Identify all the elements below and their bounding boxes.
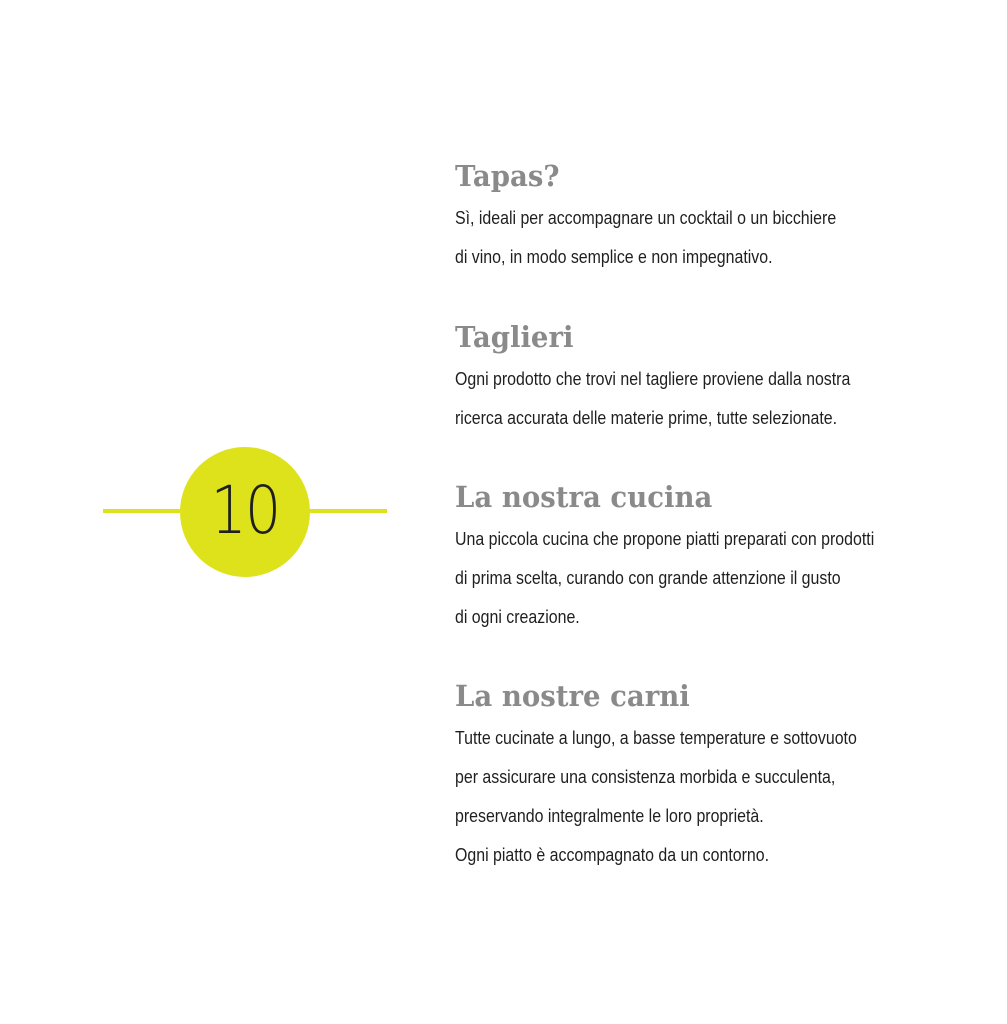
section-body xyxy=(455,718,955,874)
section-body xyxy=(455,519,955,636)
section-title: La nostra cucina xyxy=(455,480,713,514)
body-line: Ogni prodotto che trovi nel tagliere proviene dalla nostra xyxy=(455,368,851,389)
body-line: di vino, in modo semplice e non impegnativo. xyxy=(455,246,773,267)
body-line: di prima scelta, curando con grande attenzione il gusto xyxy=(455,567,841,588)
body-line: Tutte cucinate a lungo, a basse temperature e sottovuoto xyxy=(455,727,857,748)
body-line: ricerca accurata delle materie prime, tutte selezionate. xyxy=(455,407,838,428)
section-title: La nostre carni xyxy=(455,679,690,713)
section-title: Tapas? xyxy=(455,159,560,193)
section-body xyxy=(455,198,955,276)
body-line: Una piccola cucina che propone piatti preparati con prodotti xyxy=(455,528,875,549)
body-line: preservando integralmente le loro proprietà. xyxy=(455,805,764,826)
body-line: di ogni creazione. xyxy=(455,606,580,627)
section-tapas xyxy=(455,157,955,276)
section-carni xyxy=(455,677,955,874)
section-title: Taglieri xyxy=(455,320,574,354)
section-body xyxy=(455,359,955,437)
section-taglieri xyxy=(455,318,955,437)
body-line: Sì, ideali per accompagnare un cocktail o un bicchiere xyxy=(455,207,837,228)
page-number: 10 xyxy=(210,472,280,549)
page-number-badge xyxy=(180,447,310,577)
body-line: per assicurare una consistenza morbida e succulenta, xyxy=(455,766,836,787)
section-cucina xyxy=(455,478,955,636)
body-line: Ogni piatto è accompagnato da un contorno. xyxy=(455,844,770,865)
